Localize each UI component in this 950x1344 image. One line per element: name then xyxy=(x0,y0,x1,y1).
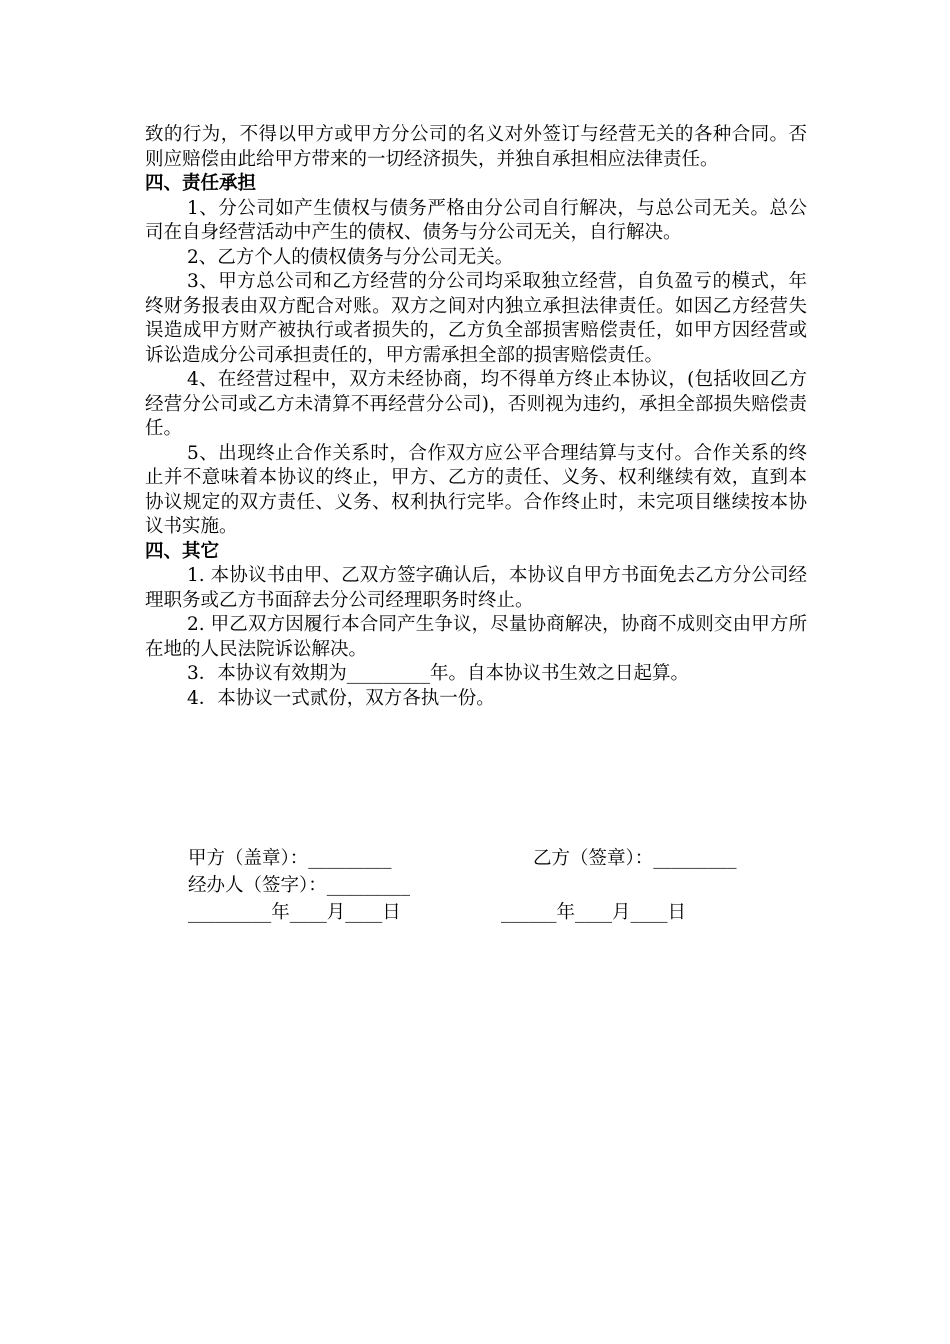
party-a-seal-line: 甲方（盖章）：_________ xyxy=(188,848,392,869)
clause-other-4: 4．本协议一式贰份，双方各执一份。 xyxy=(187,687,495,709)
party-a-date-line: _________年____月____日 xyxy=(188,902,401,923)
clause-other-1: 1. 本协议书由甲、乙双方签字确认后，本协议自甲方书面免去乙方分公司经理职务或乙方书面辞去分公司经理职务时终止。 xyxy=(145,565,807,611)
clause-responsibility-4: 4、在经营过程中，双方未经协商，均不得单方终止本协议，(包括收回乙方经营分公司或乙方未清算不再经营分公司)，否则视为违约，承担全部损失赔偿责任。 xyxy=(145,369,807,439)
section-heading-responsibility: 四、责任承担 xyxy=(145,173,257,194)
clause-other-2: 2. 甲乙双方因履行本合同产生争议，尽量协商解决，协商不成则交由甲方所在地的人民法院诉讼解决。 xyxy=(145,614,807,660)
party-b-date-line: ______年____月____日 xyxy=(501,902,687,923)
signature-row-dates xyxy=(188,899,808,926)
clause-other-3: 3．本协议有效期为_________年。自本协议书生效之日起算。 xyxy=(187,663,690,684)
signature-row-agent xyxy=(188,872,808,899)
party-b-sign-line: 乙方（签章）：_________ xyxy=(533,848,737,869)
clause-responsibility-1: 1、分公司如产生债权与债务严格由分公司自行解决，与总公司无关。总公司在自身经营活动中产生的债权、债务与分公司无关，自行解决。 xyxy=(145,197,807,243)
signature-row-parties xyxy=(188,845,808,872)
document-body xyxy=(145,123,807,711)
continuation-paragraph: 致的行为，不得以甲方或甲方分公司的名义对外签订与经营无关的各种合同。否则应赔偿由此给甲方带来的一切经济损失，并独自承担相应法律责任。 xyxy=(145,124,807,170)
section-heading-other: 四、其它 xyxy=(145,540,220,562)
signature-block xyxy=(188,845,808,926)
agent-sign-line: 经办人（签字）：_________ xyxy=(188,875,411,896)
clause-responsibility-2: 2、乙方个人的债权债务与分公司无关。 xyxy=(187,246,514,268)
clause-responsibility-5: 5、出现终止合作关系时，合作双方应公平合理结算与支付。合作关系的终止并不意味着本协议的终止，甲方、乙方的责任、义务、权利继续有效，直到本协议规定的双方责任、义务、权利执行完毕。合作终止时，未完项目继续按本协议书实施。 xyxy=(145,442,807,537)
clause-responsibility-3: 3、甲方总公司和乙方经营的分公司均采取独立经营，自负盈亏的模式，年终财务报表由双方配合对账。双方之间对内独立承担法律责任。如因乙方经营失误造成甲方财产被执行或者损失的，乙方负全部损害赔偿责任，如甲方因经营或诉讼造成分公司承担责任的，甲方需承担全部的损害赔偿责任。 xyxy=(145,271,807,366)
